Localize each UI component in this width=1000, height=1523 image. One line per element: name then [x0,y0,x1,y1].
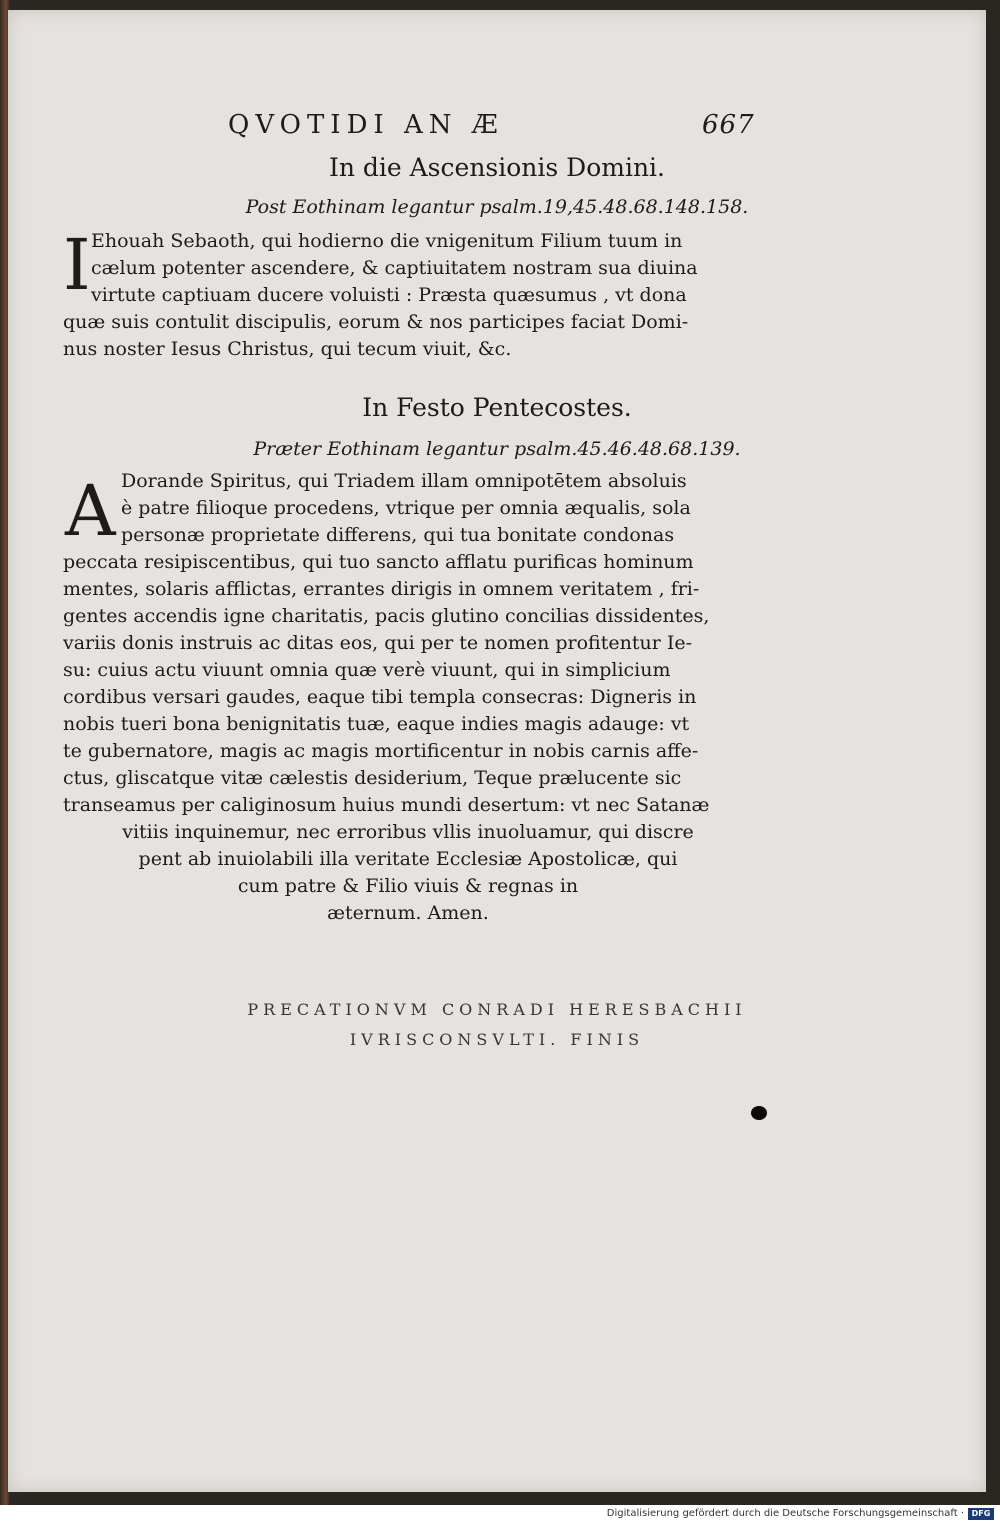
text-line: è patre filioque procedens, vtrique per omnia æqualis, sola [121,497,691,519]
text-line: gentes accendis igne charitatis, pacis glutino concilias dissidentes, [63,605,710,627]
text-line: te gubernatore, magis ac magis mortificentur in nobis carnis affe- [63,740,699,762]
text-line: peccata resipiscentibus, qui tuo sancto afflatu purificas hominum [63,551,694,573]
drop-cap-a: A [65,470,116,552]
text-line: mentes, solaris afflictas, errantes dirigis in omnem veritatem , fri- [63,578,700,600]
text-line: nus noster Iesus Christus, qui tecum viuit, &c. [63,338,512,360]
text-line: pent ab inuiolabili illa veritate Ecclesiæ Apostolicæ, qui [138,848,678,870]
page-header [8,110,986,150]
text-line: Dorande Spiritus, qui Triadem illam omnipotētem absoluis [121,470,687,492]
book-page [8,10,986,1492]
text-line: ctus, gliscatque vitæ cælestis desiderium, Teque prælucente sic [63,767,682,789]
text-line: su: cuius actu viuunt omnia quæ verè viuunt, qui in simplicium [63,659,671,681]
text-line: quæ suis contulit discipulis, eorum & nos participes faciat Domi- [63,311,689,333]
section-heading-pentecost: In Festo Pentecostes. [362,393,632,422]
running-title: QVOTIDI AN Æ [228,110,504,140]
text-line: æternum. Amen. [327,902,489,924]
text-line: variis donis instruis ac ditas eos, qui per te nomen profitentur Ie- [63,632,693,654]
drop-cap-i: I [63,224,91,306]
text-line: vitiis inquinemur, nec erroribus vllis inuoluamur, qui discre [122,821,694,843]
text-line: cum patre & Filio viuis & regnas in [237,875,579,897]
section-heading-ascension: In die Ascensionis Domini. [328,153,666,182]
rubric-ascension: Post Eothinam legantur psalm.19,45.48.68.148.158. [245,196,749,218]
text-line: Ehouah Sebaoth, qui hodierno die vnigenitum Filium tuum in [91,230,683,252]
tapered-ending [63,819,753,927]
text-line: cælum potenter ascendere, & captiuitatem nostram sua diuina [91,257,698,279]
text-line: transeamus per caliginosum huius mundi desertum: vt nec Satanæ [63,794,710,816]
ink-blot [751,1106,767,1120]
colophon-line-1: PRECATIONVM CONRADI HERESBACHII [247,1000,747,1019]
colophon-line-2: IVRISCONSVLTI. FINIS [349,1030,645,1049]
funding-credit: Digitalisierung gefördert durch die Deutsche Forschungsgemeinschaft · [606,1508,964,1519]
text-line: nobis tueri bona benignitatis tuæ, eaque indies magis adauge: vt [63,713,690,735]
page-number: 667 [702,110,755,140]
prayer-ascension [63,224,753,363]
text-line: cordibus versari gaudes, eaque tibi templa consecras: Digneris in [63,686,697,708]
text-line: virtute captiuam ducere voluisti : Præsta quæsumus , vt dona [91,284,687,306]
colophon [8,995,986,1055]
prayer-pentecost [63,468,753,927]
dfg-logo: DFG [968,1508,994,1520]
digitization-footer [0,1505,1000,1523]
text-line: personæ proprietate differens, qui tua bonitate condonas [121,524,675,546]
rubric-pentecost: Præter Eothinam legantur psalm.45.46.48.68.139. [253,438,741,460]
